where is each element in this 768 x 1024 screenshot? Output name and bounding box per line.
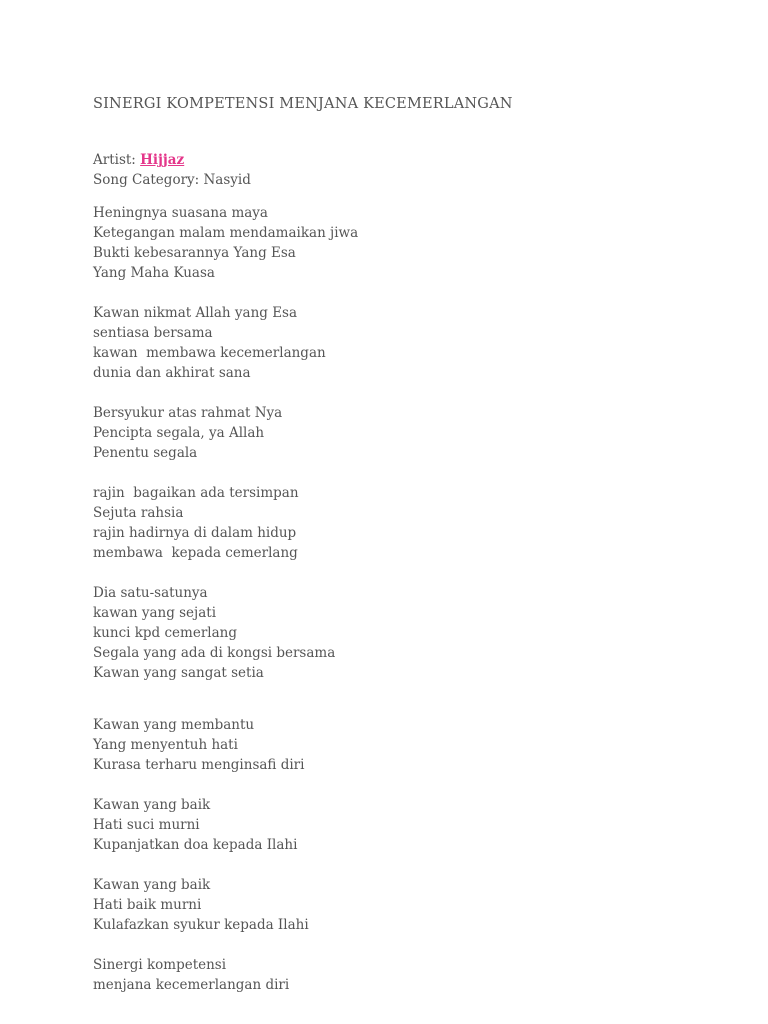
lyric-stanza [93,583,358,683]
lyric-line: Kawan nikmat Allah yang Esa [93,305,298,321]
lyric-line: Bersyukur atas rahmat Nya [93,405,283,421]
lyric-line: dunia dan akhirat sana [93,365,251,381]
lyric-line: Kupanjatkan doa kepada Ilahi [93,837,298,853]
lyric-line: Penentu segala [93,445,198,461]
lyric-line: Sinergi kompetensi [93,957,227,973]
lyric-line: Yang menyentuh hati [93,737,238,753]
lyric-line: Pencipta segala, ya Allah [93,425,265,441]
lyric-line: kawan yang sejati [93,605,217,621]
lyric-stanza [93,795,358,855]
lyric-line: Kurasa terharu menginsafi diri [93,757,305,773]
song-title: SINERGI KOMPETENSI MENJANA KECEMERLANGAN [93,96,513,112]
lyric-line: menjana kecemerlangan diri [93,977,290,993]
lyric-line: Sejuta rahsia [93,505,184,521]
lyric-line: Kawan yang baik [93,877,211,893]
lyric-line: membawa kepada cemerlang [93,545,298,561]
lyric-stanza [93,483,358,563]
lyrics [93,203,358,1015]
lyric-line: rajin hadirnya di dalam hidup [93,525,297,541]
artist-line [93,150,251,170]
lyric-line: Dia satu-satunya [93,585,208,601]
lyric-line: Kawan yang sangat setia [93,665,264,681]
lyric-line: Segala yang ada di kongsi bersama [93,645,336,661]
song-category: Song Category: Nasyid [93,172,251,188]
lyric-line: sentiasa bersama [93,325,213,341]
lyric-stanza [93,875,358,935]
lyric-stanza [93,303,358,383]
lyric-stanza [93,403,358,463]
lyric-line: kunci kpd cemerlang [93,625,237,641]
lyric-line: Heningnya suasana maya [93,205,268,221]
lyric-stanza [93,955,358,995]
lyric-stanza [93,203,358,283]
lyric-line: Hati suci murni [93,817,200,833]
lyric-line: rajin bagaikan ada tersimpan [93,485,299,501]
lyric-line: Kawan yang baik [93,797,211,813]
lyric-line: Bukti kebesarannya Yang Esa [93,245,296,261]
artist-link[interactable]: Hijjaz [140,152,185,168]
lyric-line: Hati baik murni [93,897,202,913]
artist-label: Artist: [93,152,141,168]
lyric-line: Ketegangan malam mendamaikan jiwa [93,225,359,241]
lyric-line: kawan membawa kecemerlangan [93,345,326,361]
song-meta [93,150,251,190]
lyric-line: Yang Maha Kuasa [93,265,215,281]
lyric-line: Kawan yang membantu [93,717,255,733]
lyric-stanza [93,715,358,775]
lyric-line: Kulafazkan syukur kepada Ilahi [93,917,309,933]
